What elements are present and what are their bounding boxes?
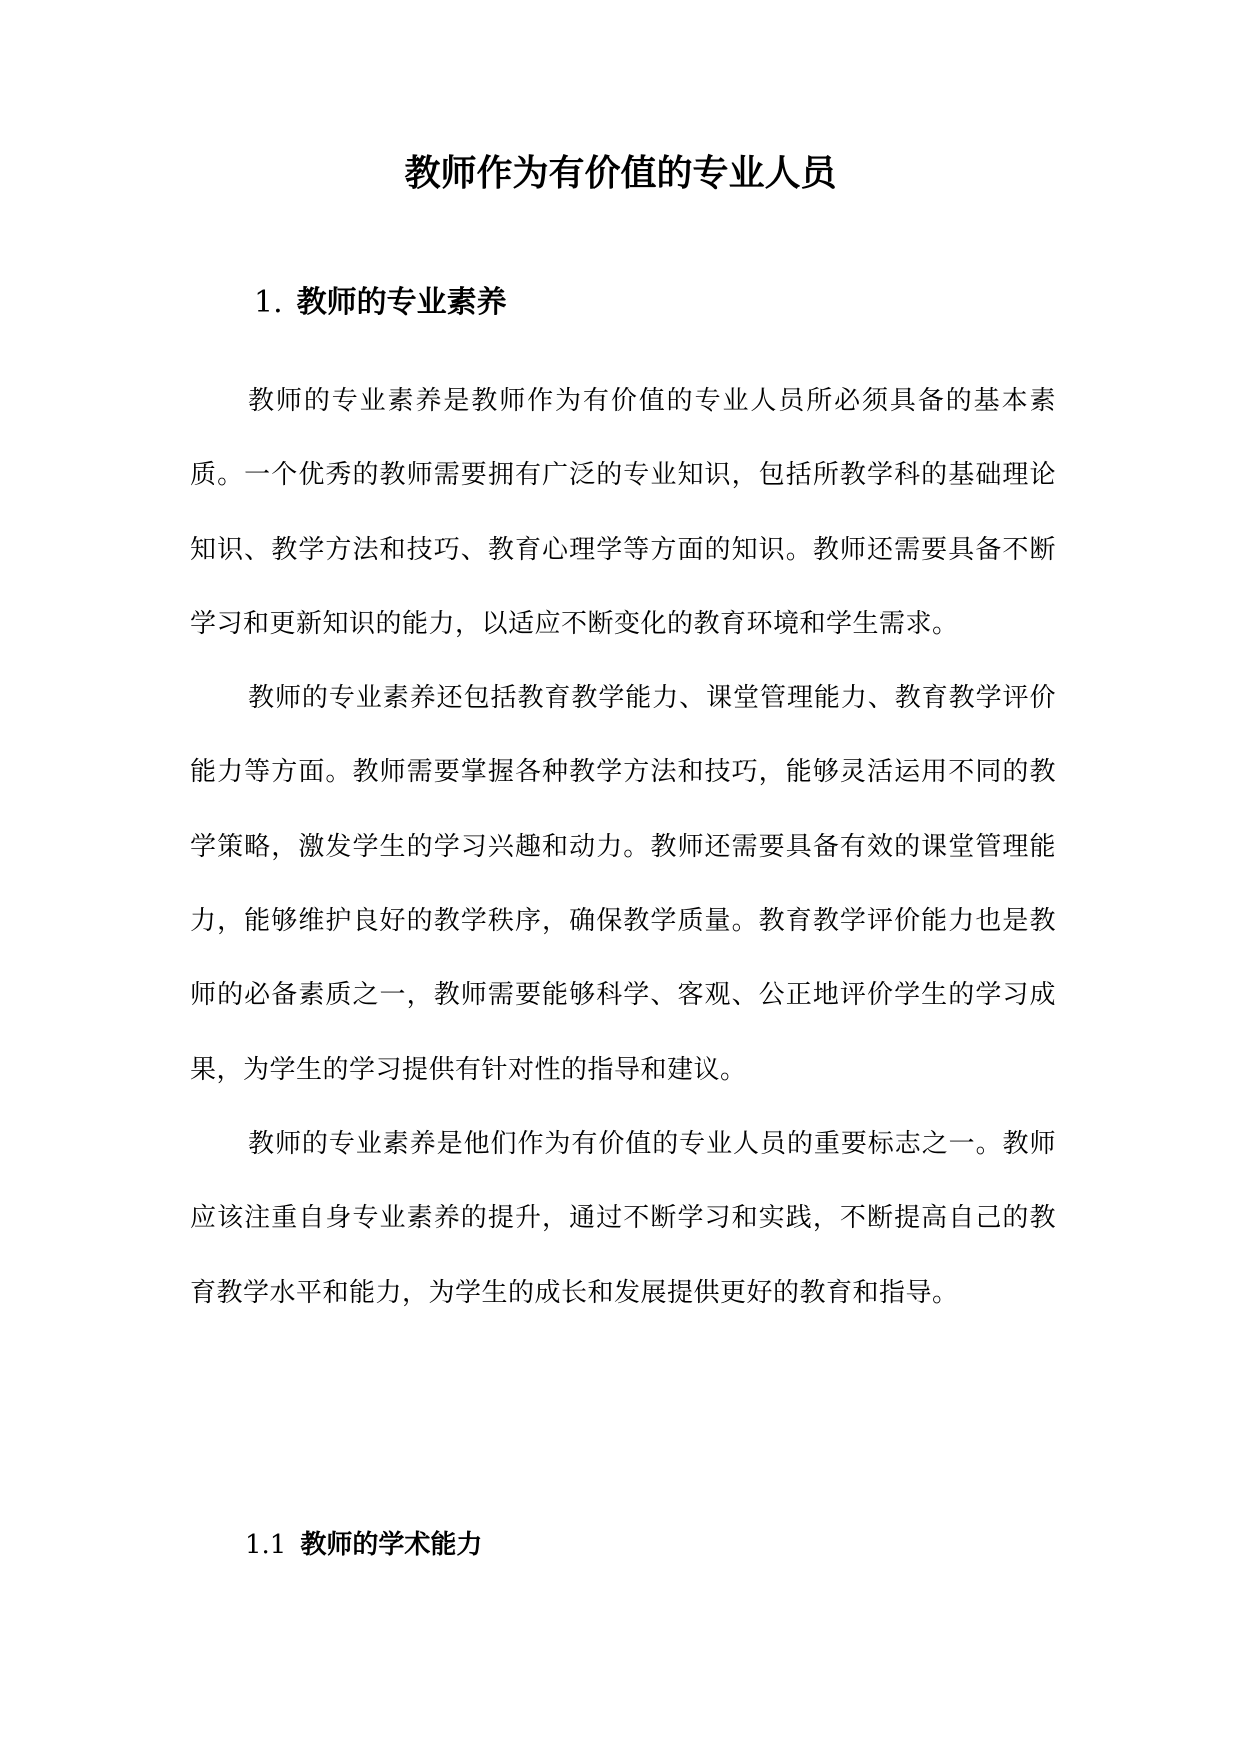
subsection-number: 1.1 <box>245 1530 287 1560</box>
section-heading <box>254 281 507 325</box>
subsection-heading <box>245 1525 482 1565</box>
subsection-heading-text: 教师的学术能力 <box>300 1530 483 1560</box>
section-heading-text: 教师的专业素养 <box>296 285 507 320</box>
paragraph: 教师的专业素养是教师作为有价值的专业人员所必须具备的基本素质。一个优秀的教师需要拥有广泛的专业知识，包括所教学科的基础理论知识、教学方法和技巧、教育心理学等方面的知识。教师还需要具备不断学习和更新知识的能力，以适应不断变化的教育环境和学生需求。 <box>190 386 1056 639</box>
section-number: 1. <box>254 285 283 320</box>
document-title: 教师作为有价值的专业人员 <box>404 153 837 194</box>
paragraph: 教师的专业素养还包括教育教学能力、课堂管理能力、教育教学评价能力等方面。教师需要掌握各种教学方法和技巧，能够灵活运用不同的教学策略，激发学生的学习兴趣和动力。教师还需要具备有效的课堂管理能力，能够维护良好的教学秩序，确保教学质量。教育教学评价能力也是教师的必备素质之一，教师需要能够科学、客观、公正地评价学生的学习成果，为学生的学习提供有针对性的指导和建议。 <box>190 683 1056 1085</box>
paragraph: 教师的专业素养是他们作为有价值的专业人员的重要标志之一。教师应该注重自身专业素养的提升，通过不断学习和实践，不断提高自己的教育教学水平和能力，为学生的成长和发展提供更好的教育和指导。 <box>190 1128 1056 1308</box>
section-body <box>190 364 1056 1330</box>
